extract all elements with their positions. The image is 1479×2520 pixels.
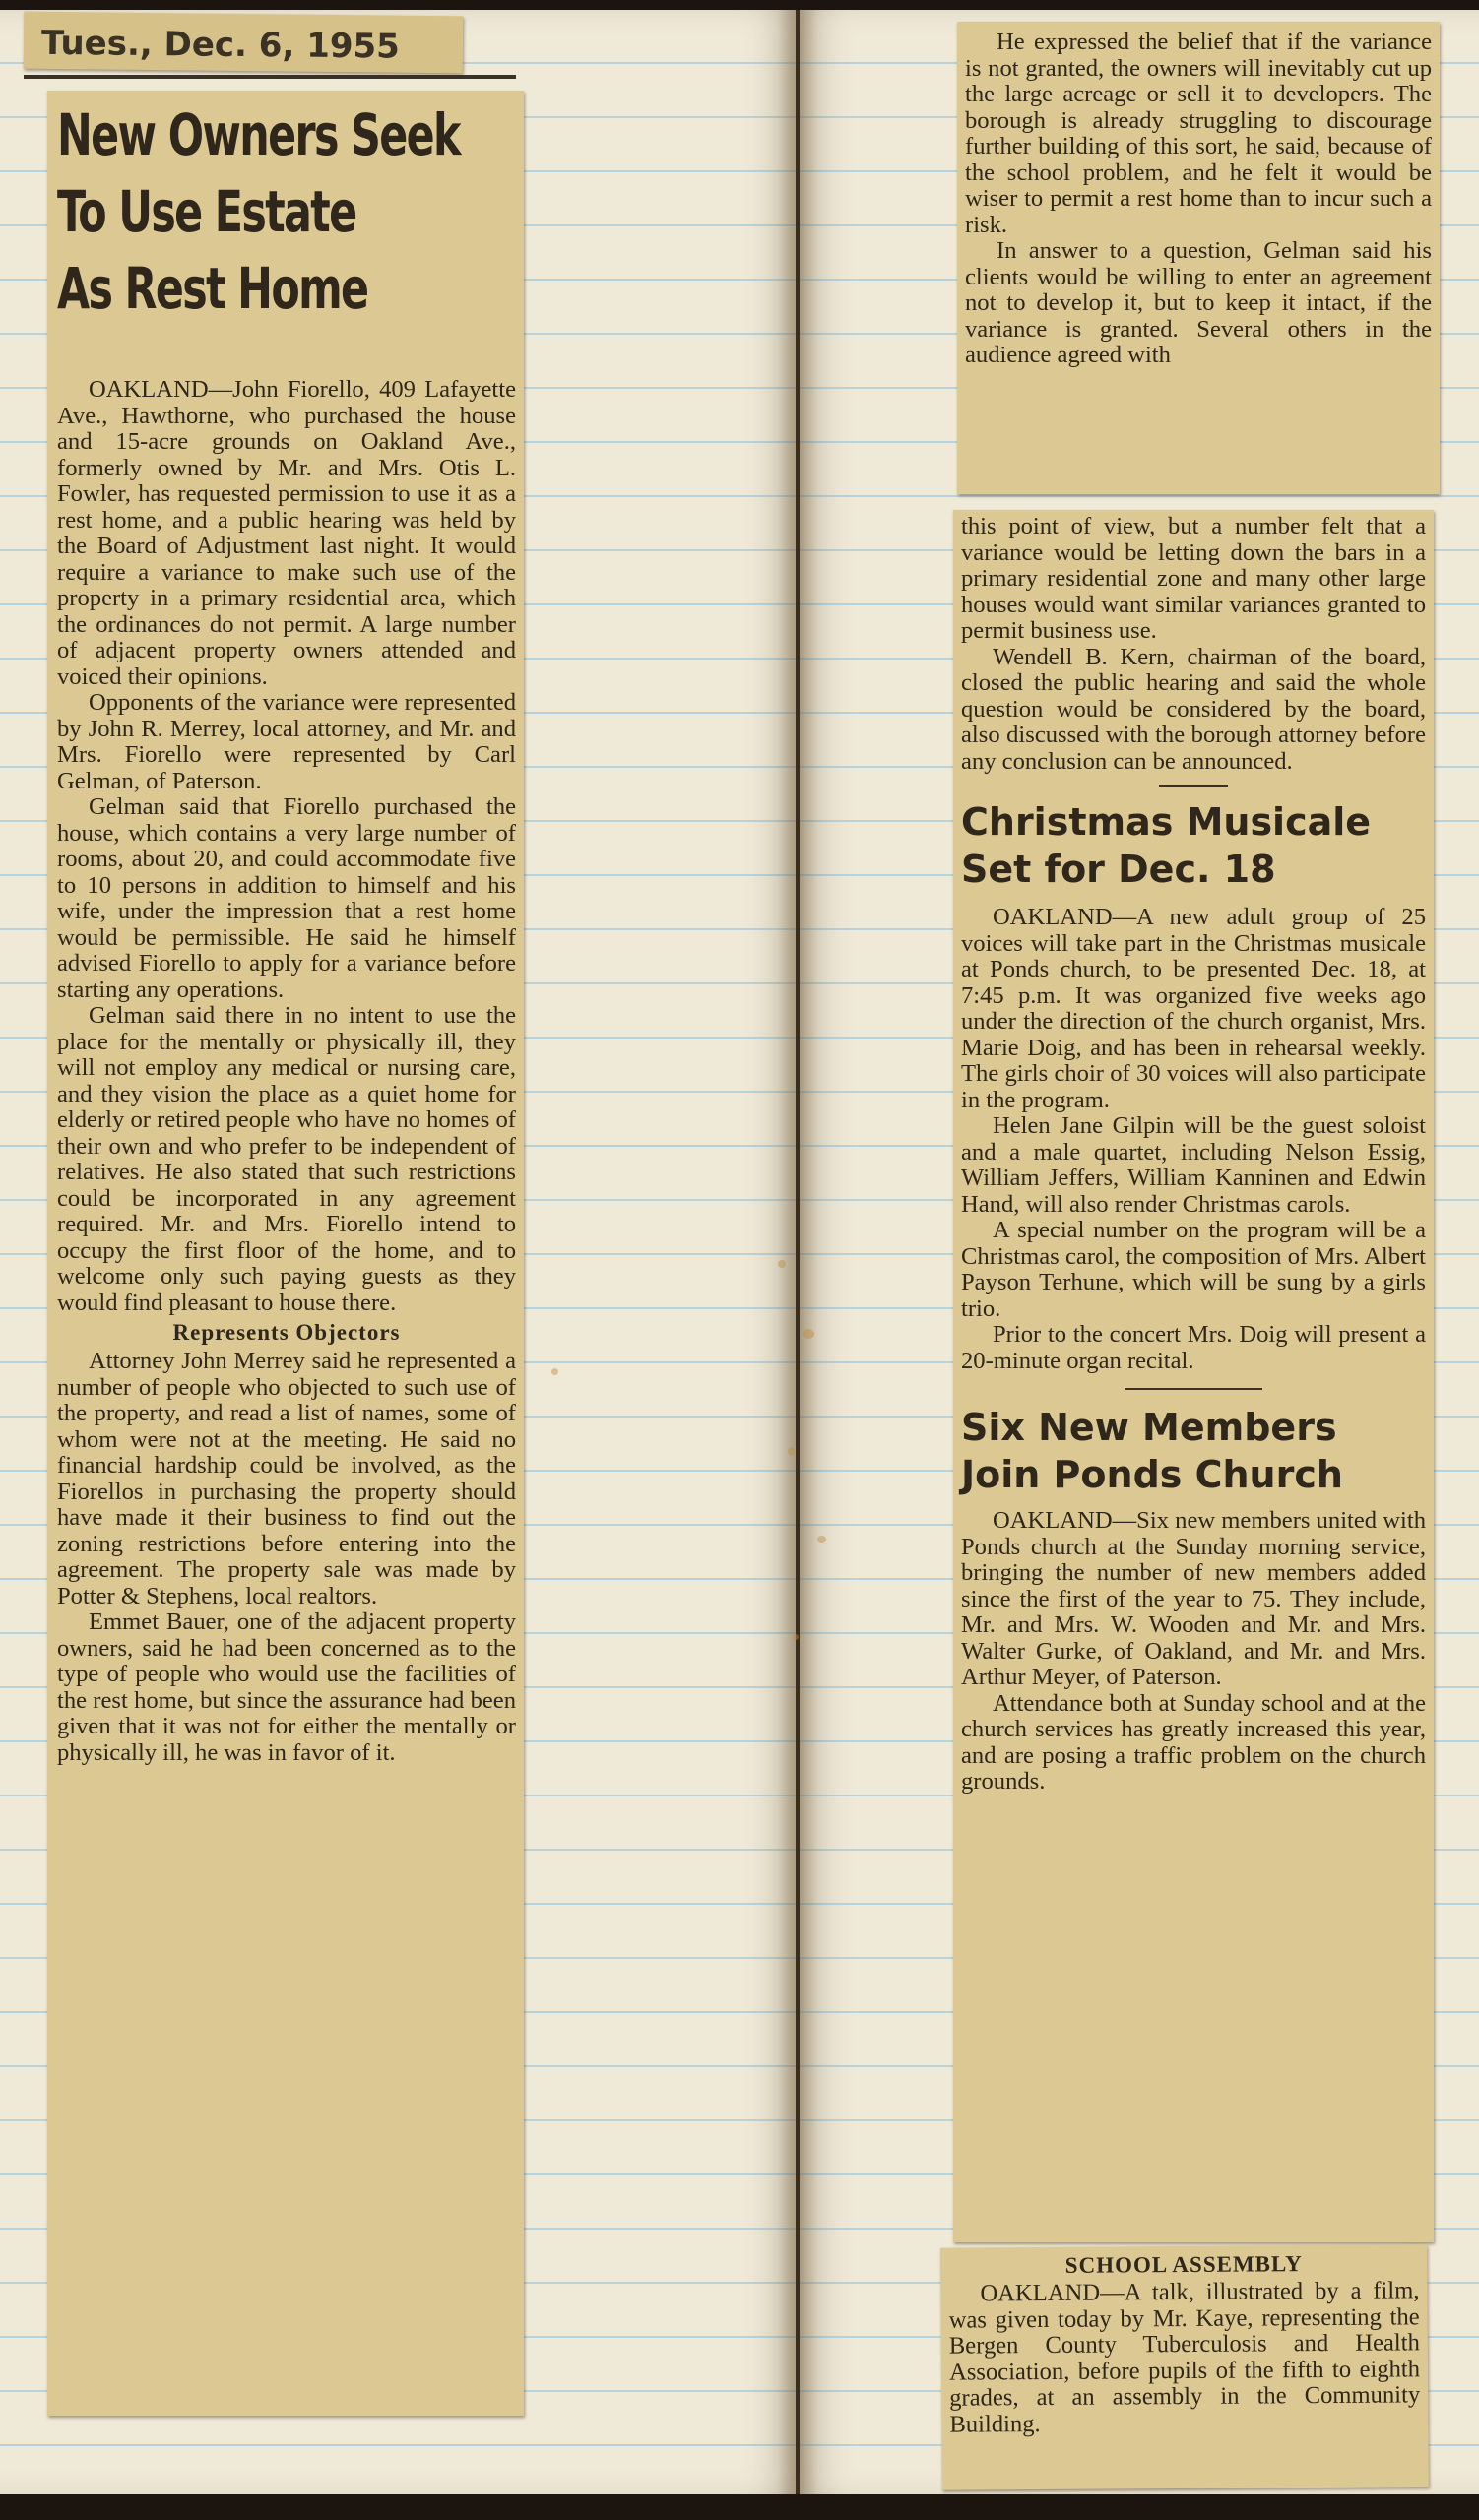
article-paragraph: Helen Jane Gilpin will be the guest soloist and a male quartet, including Nelson Essig, William Jeffers, William Kanninen and Edwin Hand, will also render Christmas carols. [961, 1112, 1426, 1218]
school-assembly-clip [940, 2244, 1429, 2489]
continuation-clip-2 [953, 510, 1434, 2242]
headline-line-2: Set for Dec. 18 [961, 848, 1276, 891]
date-rule [24, 75, 516, 79]
foxing-spot [788, 1447, 795, 1456]
continuation-clip-1 [957, 22, 1440, 494]
article-paragraph: Emmet Bauer, one of the adjacent property owners, said he had been concerned as to the type of people who would use the facilities of the rest home, but since the assurance had been given that it was not for either the mentally or physically ill, he was in favor of it. [57, 1608, 516, 1766]
article-paragraph: this point of view, but a number felt that a variance would be letting down the bars in a primary residential zone and many other large houses would want similar variances granted to permit business use. [961, 513, 1426, 644]
headline-line-1: New Owners Seek [57, 101, 460, 168]
article-paragraph: He expressed the belief that if the variance is not granted, the owners will inevitably cut up the large acreage or sell it to developers. The borough is already struggling to discourage further building of this sort, he said, because of the school problem, and he felt it would be wiser to permit a rest home than to incur such a risk. [965, 29, 1432, 238]
headline-line-3: As Rest Home [57, 255, 368, 322]
article-paragraph: Wendell B. Kern, chairman of the board, closed the public hearing and said the whole question would be considered by the board, also discussed with the borough attorney before any conclusion can be announced. [961, 643, 1426, 775]
section-divider [1125, 1388, 1262, 1390]
article-paragraph: A special number on the program will be a Christmas carol, the composition of Mrs. Albert Payson Terhune, which will be sung by a girls trio. [961, 1217, 1426, 1322]
article-subhead: Represents Objectors [172, 1320, 401, 1345]
rest-home-article [47, 91, 524, 2416]
date-header: Tues., Dec. 6, 1955 [24, 12, 464, 74]
headline-line-1: Christmas Musicale [961, 800, 1372, 844]
article-paragraph: Attorney John Merrey said he represented a number of people who objected to such use of the property, and read a list of names, some of whom were not at the meeting. He said no financial hardship could be involved, as the Fiorellos in purchasing the property should have made it their business to find out the zoning restrictions before entering into the agreement. The property sale was made by Potter & Stephens, local realtors. [57, 1348, 516, 1609]
foxing-spot [793, 1634, 799, 1640]
musicale-article [961, 798, 1426, 1374]
article-body [57, 377, 516, 1766]
article-paragraph: OAKLAND—A talk, illustrated by a film, was given today by Mr. Kaye, representing the Bergen County Tuberculosis and Health Association, before pupils of the fifth to eighth grades, at an assembly in the Community Building. [948, 2277, 1421, 2438]
article-headline [57, 91, 516, 377]
article-paragraph: OAKLAND—A new adult group of 25 voices will take part in the Christmas musicale at Ponds church, to be presented Dec. 18, at 7:45 p.m. It was organized five weeks ago under the direction of the church organist, Mrs. Marie Doig, and has been in rehearsal weekly. The girls choir of 30 voices will also participate in the program. [961, 904, 1426, 1113]
members-headline [961, 1404, 1426, 1498]
foxing-spot [803, 1329, 814, 1339]
article-paragraph: Gelman said there in no intent to use the place for the mentally or physically ill, they will not employ any medical or nursing care, and they vision the place as a quiet home for elderly or retired people who have no homes of their own and who prefer to be independent of relatives. He also stated that such restrictions could be incorporated in any agreement required. Mr. and Mrs. Fiorello intend to occupy the first floor of the home, and to welcome only such paying guests as they would find pleasant to house there. [57, 1002, 516, 1316]
section-divider [1159, 785, 1228, 787]
article-paragraph: Opponents of the variance were represented by John R. Merrey, local attorney, and Mr. and Mrs. Fiorello were represented by Carl Gelman, of Paterson. [57, 689, 516, 794]
article-paragraph: OAKLAND—Six new members united with Ponds church at the Sunday morning service, bringing the number of new members added since the first of the year to 75. They include, Mr. and Mrs. W. Wooden and Mr. and Mrs. Walter Gurke, of Oakland, and Mr. and Mrs. Arthur Meyer, of Paterson. [961, 1507, 1426, 1690]
foxing-spot [817, 1536, 826, 1543]
assembly-headline: SCHOOL ASSEMBLY [1064, 2251, 1303, 2278]
article-paragraph: OAKLAND—John Fiorello, 409 Lafayette Ave., Hawthorne, who purchased the house and 15-acre grounds on Oakland Ave., formerly owned by Mr. and Mrs. Otis L. Fowler, has requested permission to use it as a rest home, and a public hearing was held by the Board of Adjustment last night. It would require a variance to make such use of the property in a primary residential area, which the ordinances do not permit. A large number of adjacent property owners attended and voiced their opinions. [57, 376, 516, 690]
article-paragraph: Prior to the concert Mrs. Doig will present a 20-minute organ recital. [961, 1321, 1426, 1374]
article-paragraph: Gelman said that Fiorello purchased the house, which contains a very large number of rooms, about 20, and could accommodate five to 10 persons in addition to himself and his wife, under the impression that a rest home would be permissible. He said he himself advised Fiorello to apply for a variance before starting any operations. [57, 793, 516, 1003]
new-members-article [961, 1404, 1426, 1796]
article-paragraph: In answer to a question, Gelman said his clients would be willing to enter an agreement not to develop it, but to keep it intact, if the variance is granted. Several others in the audience agreed with [965, 237, 1432, 368]
headline-line-1: Six New Members [961, 1406, 1337, 1449]
foxing-spot [551, 1368, 558, 1375]
headline-line-2: To Use Estate [57, 178, 356, 245]
musicale-headline [961, 798, 1426, 893]
book-gutter [778, 10, 817, 2494]
foxing-spot [778, 1260, 786, 1268]
headline-line-2: Join Ponds Church [961, 1453, 1343, 1496]
article-paragraph: Attendance both at Sunday school and at the church services has greatly increased this year, and are posing a traffic problem on the church grounds. [961, 1689, 1426, 1795]
